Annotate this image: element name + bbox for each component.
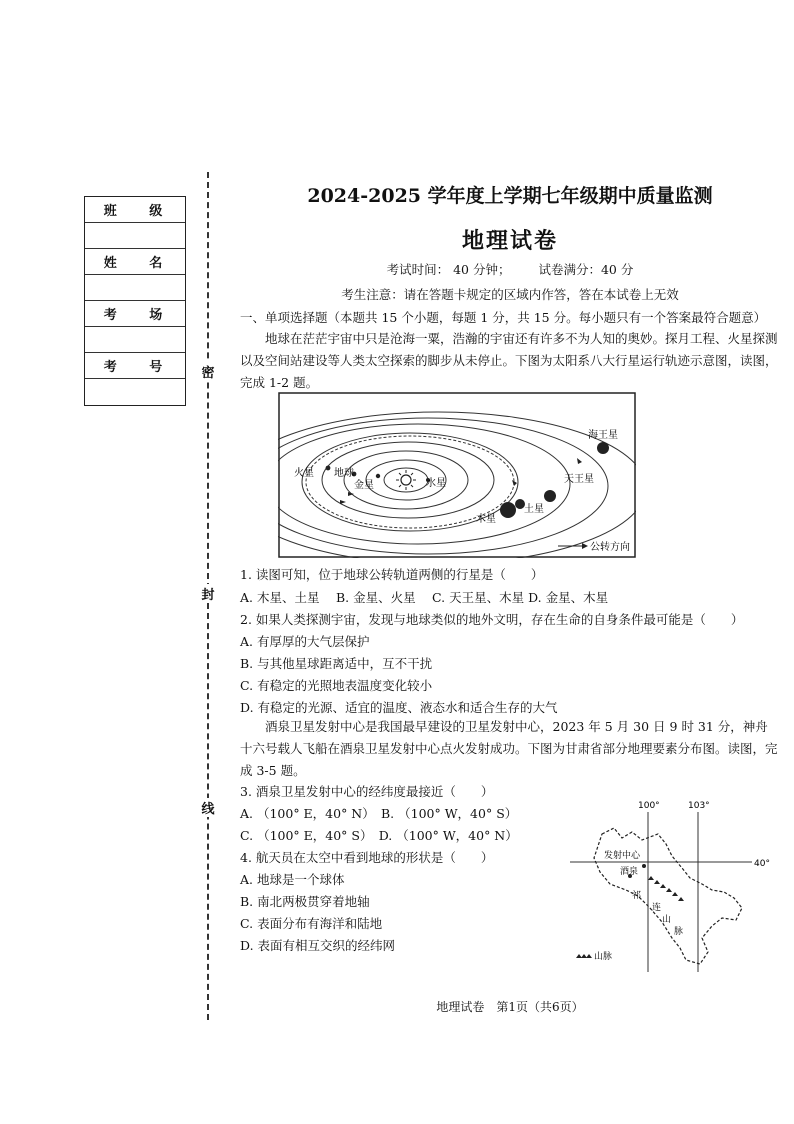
uranus-dot [544, 490, 556, 502]
question-4-option-c: C. 表面分布有海洋和陆地 [240, 916, 383, 931]
question-1-options: A. 木星、土星 B. 金星、火星 C. 天王星、木星 D. 金星、木星 [240, 590, 609, 605]
jupiter-dot [500, 502, 516, 518]
question-4: 4. 航天员在太空中看到地球的形状是（ ） [240, 850, 494, 865]
class-field[interactable] [85, 223, 185, 249]
direction-label: 公转方向 [590, 542, 630, 553]
exam-room-label: 考 场 [85, 301, 185, 327]
launch-center-dot [642, 864, 646, 868]
question-3-options-ab: A. （100° E，40° N） B. （100° W，40° S） [240, 806, 518, 821]
longitude-103-label: 103° [688, 801, 710, 811]
province-outline [594, 828, 742, 964]
question-2-option-b: B. 与其他星球距离适中，互不干扰 [240, 656, 433, 671]
exam-title: 2024-2025 学年度上学期七年级期中质量监测 [307, 185, 713, 207]
legend-mountain-label: 山脉 [594, 952, 613, 962]
question-2-option-d: D. 有稳定的光源、适宜的温度、液态水和适合生存的大气 [240, 700, 558, 715]
seal-char-feng: 封 [200, 584, 216, 603]
exam-number-field[interactable] [85, 379, 185, 405]
neptune-dot [597, 442, 609, 454]
exam-score: 试卷满分：40 分 [538, 262, 634, 277]
jupiter-label: 木星 [476, 514, 496, 525]
intro-3-5: 酒泉卫星发射中心是我国最早建设的卫星发射中心，2023 年 5 月 30 日 9 时 31 分，神舟十六号载人飞船在酒泉卫星发射中心点火发射成功。下图为甘肃省部分地理要素分布图。读图，完成 3-5 题。 [240, 719, 778, 778]
launch-center-label: 发射中心 [604, 851, 641, 861]
class-label: 班 级 [85, 197, 185, 223]
mercury-label: 水星 [426, 478, 446, 489]
question-4-option-d: D. 表面有相互交织的经纬网 [240, 938, 396, 953]
exam-subject: 地理试卷 [461, 228, 558, 254]
question-3: 3. 酒泉卫星发射中心的经纬度最接近（ ） [240, 784, 494, 799]
qilian-char-3: 山 [662, 915, 672, 925]
name-label: 姓 名 [85, 249, 185, 275]
question-2-option-a: A. 有厚厚的大气层保护 [240, 634, 370, 649]
saturn-label: 土星 [524, 504, 544, 515]
seal-char-mi: 密 [200, 362, 216, 381]
question-4-option-b: B. 南北两极贯穿着地轴 [240, 894, 370, 909]
exam-time: 考试时间： 40 分钟； [386, 262, 511, 277]
seal-char-xian: 线 [200, 798, 216, 817]
section1-heading: 一、单项选择题（本题共 15 个小题，每题 1 分，共 15 分。每小题只有一个答案最符合题意） [240, 310, 767, 325]
venus-label: 金星 [354, 480, 374, 491]
question-3-options-cd: C. （100° E，40° S） D. （100° W，40° N） [240, 828, 518, 843]
mars-label: 火星 [294, 468, 314, 479]
exam-room-field[interactable] [85, 327, 185, 353]
qilian-char-2: 连 [652, 903, 662, 913]
question-2-option-c: C. 有稳定的光照地表温度变化较小 [240, 678, 433, 693]
venus-dot [376, 474, 380, 478]
latitude-40-label: 40° [754, 859, 770, 869]
qilian-char-1: 祁 [632, 891, 642, 901]
neptune-label: 海王星 [588, 430, 618, 441]
question-1: 1. 读图可知，位于地球公转轨道两侧的行星是（ ） [240, 567, 544, 582]
jiuquan-label: 酒泉 [620, 867, 639, 877]
qilian-char-4: 脉 [674, 927, 684, 937]
earth-label: 地球 [334, 468, 354, 479]
solar-system-figure [278, 392, 636, 558]
student-info-table [84, 196, 186, 406]
question-2: 2. 如果人类探测宇宙，发现与地球类似的地外文明，存在生命的自身条件最可能是（ ） [240, 612, 744, 627]
exam-number-label: 考 号 [85, 353, 185, 379]
longitude-100-label: 100° [638, 801, 660, 811]
gansu-map-figure [562, 798, 776, 978]
page-footer: 地理试卷 第1页（共6页） [436, 1000, 584, 1014]
legend-mountain-icon [576, 954, 592, 958]
question-4-option-a: A. 地球是一个球体 [240, 872, 345, 887]
mountain-range-icon [648, 876, 684, 901]
exam-notice: 考生注意：请在答题卡规定的区域内作答，答在本试卷上无效 [341, 287, 679, 302]
exam-meta [225, 260, 794, 278]
name-field[interactable] [85, 275, 185, 301]
mars-dot [326, 466, 331, 471]
section1-intro: 地球在茫茫宇宙中只是沧海一粟，浩瀚的宇宙还有许多不为人知的奥妙。探月工程、火星探测以及空间站建设等人类太空探索的脚步从未停止。下图为太阳系八大行星运行轨迹示意图，读图，完成 1-2 题。 [240, 331, 778, 390]
uranus-label: 天王星 [564, 474, 594, 485]
